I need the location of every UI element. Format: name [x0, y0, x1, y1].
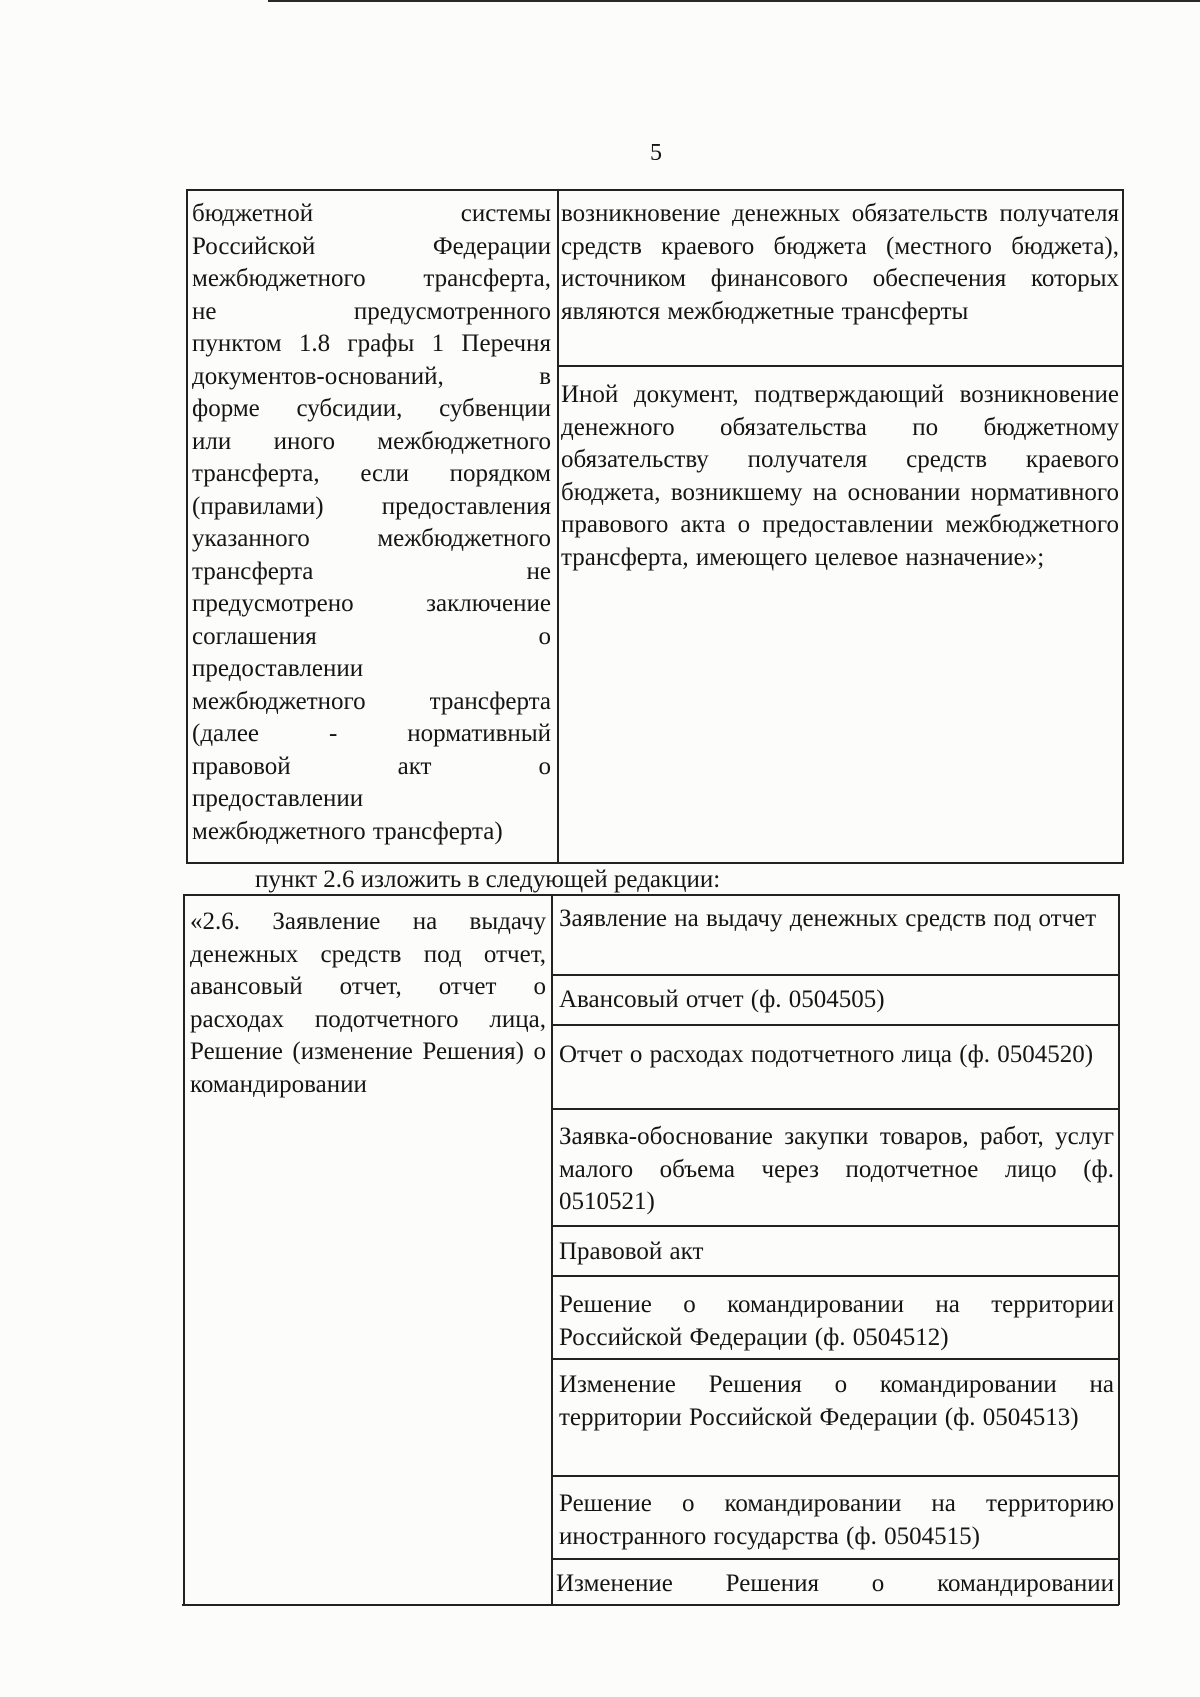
- table2-row-divider: [551, 1558, 1119, 1560]
- table2-form-cell: [556, 1568, 1114, 1601]
- table1-left-line: предусмотрено заключение: [192, 590, 551, 617]
- table1-left-line: предоставлении: [192, 785, 364, 812]
- table2-form-cell: Изменение Решения о командировании на территории Российской Федерации (ф. 0504513): [559, 1371, 1114, 1431]
- table1-left-line: документов-оснований, в: [192, 362, 551, 390]
- page-number: 5: [650, 140, 662, 166]
- table1-left-border: [186, 189, 188, 863]
- table2-row-divider: [551, 1225, 1119, 1227]
- table2-last-cell-line: Изменение Решения о командировании: [556, 1570, 1114, 1597]
- table2-row-divider: [551, 1358, 1119, 1360]
- table2-right-border: [1118, 894, 1120, 1605]
- table2-row-divider: [551, 1108, 1119, 1110]
- table2-document-name-cell: «2.6. Заявление на выдачу денежных средств под отчет, авансовый отчет, отчет о расходах подотчетного лица, Решение (изменение Решения) о командировании: [190, 908, 546, 1098]
- table2-bottom-border: [182, 1604, 1119, 1606]
- table1-column-divider: [557, 189, 559, 863]
- table2-form-cell: Авансовый отчет (ф. 0504505): [559, 986, 885, 1013]
- table1-left-line: предоставлении: [192, 655, 364, 682]
- table1-left-line: не предусмотренного: [192, 297, 551, 325]
- table1-left-line: межбюджетного трансферта): [192, 817, 503, 845]
- table1-left-line: пунктом 1.8 графы 1 Перечня: [192, 330, 551, 357]
- table2-row-divider: [551, 1475, 1119, 1477]
- table1-left-line: межбюджетного трансферта,: [192, 265, 551, 292]
- amendment-instruction: пункт 2.6 изложить в следующей редакции:: [255, 866, 721, 893]
- table2-row-divider: [551, 1024, 1119, 1026]
- table1-left-line: трансферта не: [192, 557, 551, 585]
- table1-left-line: форме субсидии, субвенции: [192, 395, 551, 422]
- table2-form-cell: Отчет о расходах подотчетного лица (ф. 0504520): [559, 1041, 1094, 1068]
- table2-column-divider: [551, 894, 553, 1605]
- table1-left-line: (правилами) предоставления: [192, 492, 551, 520]
- table2-left-border: [183, 894, 185, 1605]
- table2-form-cell: Заявка-обоснование закупки товаров, работ, услуг малого объема через подотчетное лицо (ф. 0510521): [559, 1123, 1114, 1215]
- table2-form-cell: Правовой акт: [559, 1238, 704, 1265]
- table1-left-line: межбюджетного трансферта: [192, 687, 551, 715]
- table1-left-line: Российской Федерации: [192, 232, 551, 260]
- table1-basis-document-cell: возникновение денежных обязательств получателя средств краевого бюджета (местного бюджета), источником финансового обеспечения которых являются межбюджетные трансферты: [561, 200, 1119, 325]
- table1-left-line: трансферта, если порядком: [192, 460, 551, 487]
- table1-left-line: бюджетной системы: [192, 200, 551, 227]
- table2-form-cell: Заявление на выдачу денежных средств под отчет: [559, 905, 1097, 932]
- table1-other-document-cell: Иной документ, подтверждающий возникновение денежного обязательства по бюджетному обязательству получателя средств краевого бюджета, возникшему на основании нормативного правового акта о предоставлении межбюджетного трансферта, имеющего целевое назначение»;: [561, 381, 1119, 571]
- table1-left-line: соглашения о: [192, 622, 551, 650]
- table2-row-divider: [551, 1275, 1119, 1277]
- table1-left-line: правовой акт о: [192, 752, 551, 780]
- table2-row-divider: [551, 974, 1119, 976]
- table1-row-divider: [557, 365, 1123, 367]
- table1-top-border: [186, 189, 1124, 191]
- table2-form-cell: Решение о командировании на территорию иностранного государства (ф. 0504515): [559, 1490, 1114, 1550]
- table1-bottom-border: [186, 862, 1124, 864]
- table1-left-line: указанного межбюджетного: [192, 525, 551, 552]
- table2-form-cell: Решение о командировании на территории Российской Федерации (ф. 0504512): [559, 1291, 1114, 1351]
- table1-right-border: [1122, 189, 1124, 863]
- table2-top-border: [183, 894, 1120, 896]
- table1-left-line: или иного межбюджетного: [192, 427, 551, 455]
- table1-document-type-cell: [192, 198, 551, 848]
- table1-left-line: (далее - нормативный: [192, 720, 551, 747]
- scan-edge-line: [268, 0, 1200, 2]
